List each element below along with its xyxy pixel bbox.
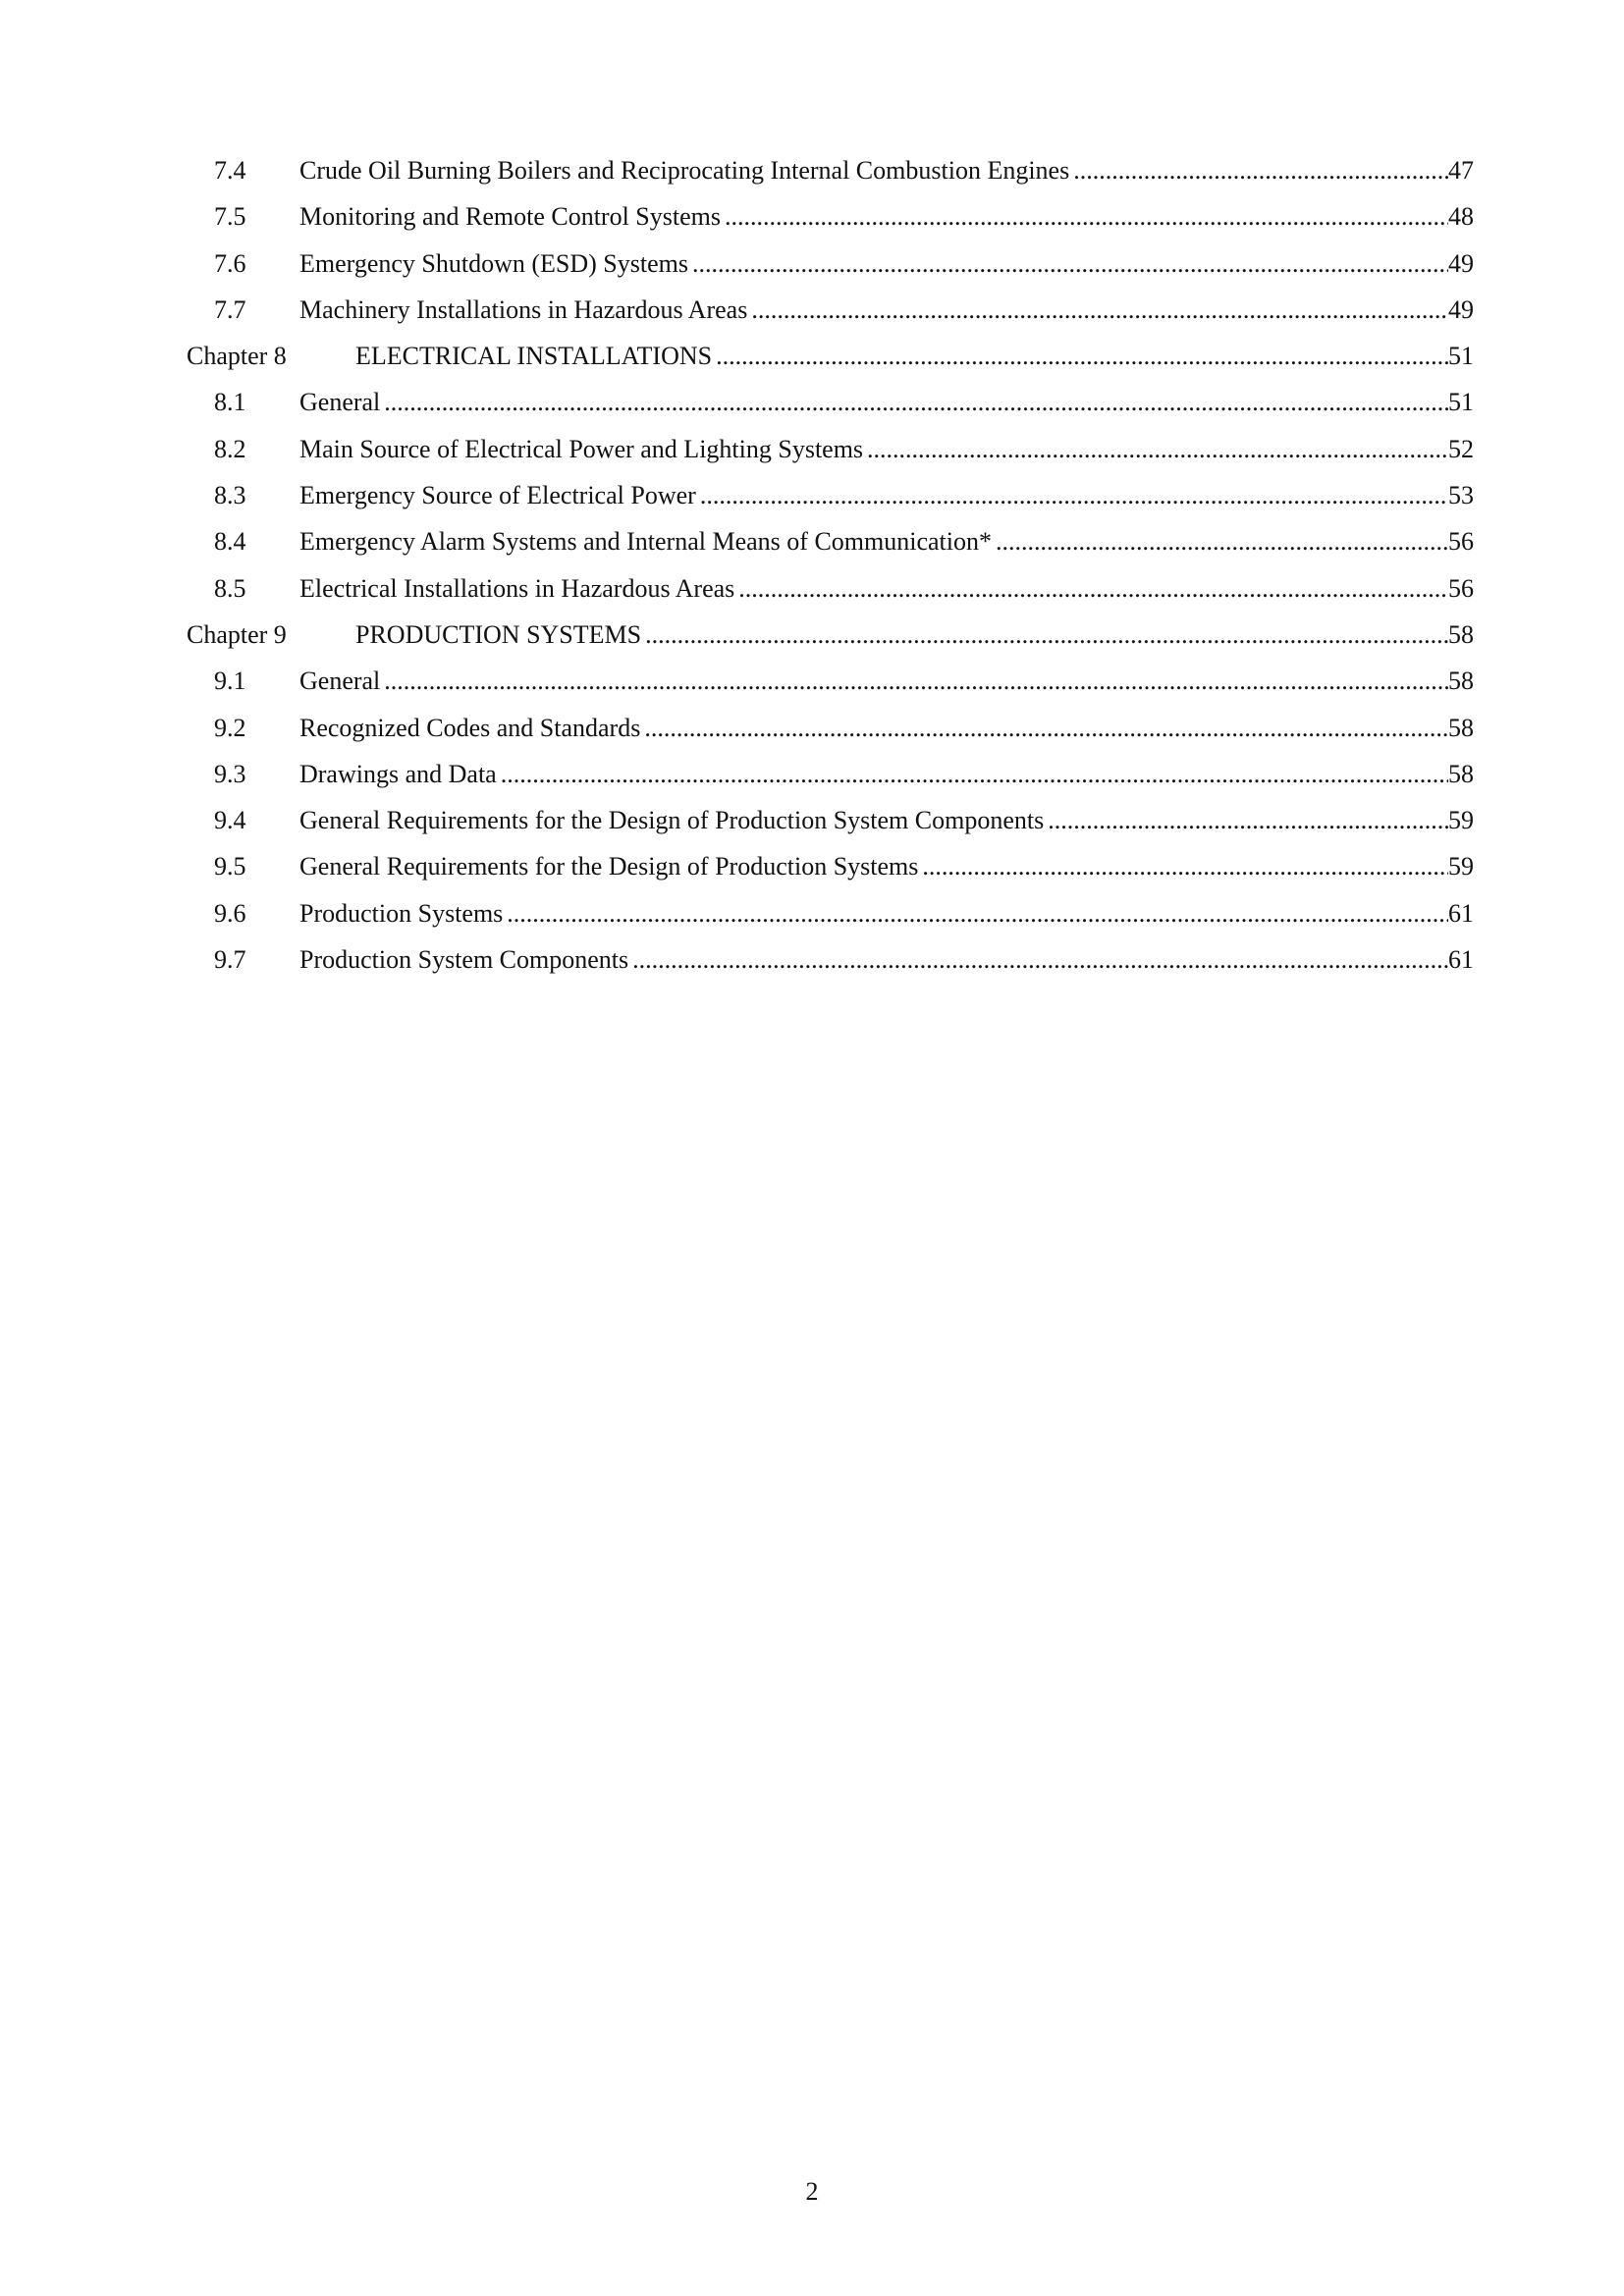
toc-entry-9-1[interactable]: [0, 665, 1624, 711]
toc-entry-title: General: [299, 388, 381, 417]
dot-leader: [751, 294, 1448, 327]
toc-entry-number: 7.7: [214, 294, 246, 324]
toc-entry-page: 48: [1448, 202, 1474, 232]
toc-entry-7-5[interactable]: [0, 200, 1624, 246]
toc-entry-line: [299, 804, 1474, 837]
toc-entry-number: 9.6: [214, 898, 246, 928]
toc-entry-8-4[interactable]: [0, 525, 1624, 571]
toc-entry-9-2[interactable]: [0, 712, 1624, 758]
toc-entry-line: [299, 572, 1474, 606]
dot-leader: [501, 758, 1448, 791]
toc-chapter-title: ELECTRICAL INSTALLATIONS: [355, 342, 713, 371]
toc-entry-line: [355, 618, 1474, 652]
toc-entry-line: [299, 247, 1474, 281]
toc-entry-page: 47: [1448, 156, 1474, 185]
toc-entry-8-2[interactable]: [0, 433, 1624, 479]
toc-entry-line: [355, 340, 1474, 373]
toc-entry-page: 58: [1448, 619, 1474, 649]
toc-entry-title: Production Systems: [299, 898, 504, 928]
toc-entry-page: 49: [1448, 294, 1474, 324]
toc-entry-title: Emergency Source of Electrical Power: [299, 481, 696, 510]
toc-entry-line: [299, 943, 1474, 977]
toc-entry-page: 52: [1448, 434, 1474, 463]
toc-entry-page: 49: [1448, 248, 1474, 278]
toc-entry-title: Recognized Codes and Standards: [299, 713, 641, 742]
toc-entry-9-5[interactable]: [0, 850, 1624, 896]
toc-entry-page: 53: [1448, 481, 1474, 510]
dot-leader: [507, 897, 1448, 931]
toc-entry-9-6[interactable]: [0, 897, 1624, 943]
toc-entry-8-1[interactable]: [0, 386, 1624, 432]
toc-entry-8-5[interactable]: [0, 572, 1624, 618]
toc-chapter-9[interactable]: [0, 618, 1624, 665]
dot-leader: [700, 479, 1448, 512]
toc-entry-7-7[interactable]: [0, 294, 1624, 340]
toc-chapter-8[interactable]: [0, 340, 1624, 386]
dot-leader: [1048, 804, 1448, 837]
dot-leader: [692, 247, 1448, 281]
dot-leader: [1073, 154, 1448, 187]
dot-leader: [738, 572, 1448, 606]
toc-entry-number: 9.7: [214, 945, 246, 975]
toc-entry-line: [299, 850, 1474, 883]
dot-leader: [384, 386, 1448, 419]
toc-entry-line: [299, 525, 1474, 559]
toc-entry-page: 61: [1448, 945, 1474, 975]
dot-leader: [716, 340, 1448, 373]
toc-entry-number: 9.5: [214, 852, 246, 881]
toc-entry-number: 9.1: [214, 667, 246, 696]
toc-entry-7-4[interactable]: [0, 154, 1624, 200]
toc-entry-line: [299, 665, 1474, 698]
toc-entry-title: Emergency Alarm Systems and Internal Means of Communication*: [299, 527, 992, 557]
toc-entry-page: 58: [1448, 759, 1474, 788]
toc-entry-number: 9.3: [214, 759, 246, 788]
toc-entry-page: 58: [1448, 667, 1474, 696]
toc-entry-line: [299, 294, 1474, 327]
dot-leader: [644, 712, 1448, 745]
toc-entry-line: [299, 154, 1474, 187]
toc-entry-title: Drawings and Data: [299, 759, 497, 788]
toc-entry-title: General: [299, 667, 381, 696]
toc-entry-title: Machinery Installations in Hazardous Areas: [299, 294, 748, 324]
page-number: 2: [805, 2177, 819, 2206]
toc-entry-7-6[interactable]: [0, 247, 1624, 294]
table-of-contents: [0, 154, 1624, 989]
toc-entry-number: 9.4: [214, 806, 246, 835]
toc-entry-9-7[interactable]: [0, 943, 1624, 989]
toc-entry-8-3[interactable]: [0, 479, 1624, 525]
toc-entry-title: Emergency Shutdown (ESD) Systems: [299, 248, 688, 278]
toc-chapter-title: PRODUCTION SYSTEMS: [355, 619, 642, 649]
toc-entry-line: [299, 479, 1474, 512]
dot-leader: [725, 200, 1448, 234]
toc-entry-line: [299, 433, 1474, 466]
toc-entry-title: General Requirements for the Design of Production System Components: [299, 806, 1045, 835]
toc-entry-line: [299, 200, 1474, 234]
dot-leader: [384, 665, 1448, 698]
dot-leader: [996, 525, 1448, 559]
toc-entry-page: 59: [1448, 852, 1474, 881]
toc-entry-number: 7.6: [214, 248, 246, 278]
toc-entry-number: 8.4: [214, 527, 246, 557]
toc-entry-title: Electrical Installations in Hazardous Areas: [299, 573, 735, 603]
toc-entry-9-4[interactable]: [0, 804, 1624, 850]
dot-leader: [922, 850, 1448, 883]
toc-entry-title: Main Source of Electrical Power and Lighting Systems: [299, 434, 864, 463]
dot-leader: [645, 618, 1448, 652]
toc-entry-number: 8.5: [214, 573, 246, 603]
toc-entry-9-3[interactable]: [0, 758, 1624, 804]
toc-entry-page: 51: [1448, 342, 1474, 371]
toc-entry-number: 8.3: [214, 481, 246, 510]
toc-entry-number: 8.2: [214, 434, 246, 463]
toc-entry-line: [299, 712, 1474, 745]
toc-entry-line: [299, 897, 1474, 931]
toc-entry-line: [299, 386, 1474, 419]
toc-chapter-number: Chapter 8: [187, 342, 287, 371]
toc-entry-page: 59: [1448, 806, 1474, 835]
toc-entry-number: 8.1: [214, 388, 246, 417]
dot-leader: [867, 433, 1448, 466]
toc-entry-page: 56: [1448, 573, 1474, 603]
toc-entry-title: Production System Components: [299, 945, 629, 975]
toc-entry-page: 58: [1448, 713, 1474, 742]
toc-entry-page: 61: [1448, 898, 1474, 928]
toc-chapter-number: Chapter 9: [187, 619, 287, 649]
toc-entry-number: 9.2: [214, 713, 246, 742]
toc-entry-line: [299, 758, 1474, 791]
dot-leader: [632, 943, 1448, 977]
toc-entry-title: General Requirements for the Design of Production Systems: [299, 852, 919, 881]
toc-entry-number: 7.4: [214, 156, 246, 185]
toc-entry-page: 56: [1448, 527, 1474, 557]
toc-entry-page: 51: [1448, 388, 1474, 417]
toc-entry-title: Crude Oil Burning Boilers and Reciprocating Internal Combustion Engines: [299, 156, 1070, 185]
toc-entry-number: 7.5: [214, 202, 246, 232]
toc-entry-title: Monitoring and Remote Control Systems: [299, 202, 721, 232]
